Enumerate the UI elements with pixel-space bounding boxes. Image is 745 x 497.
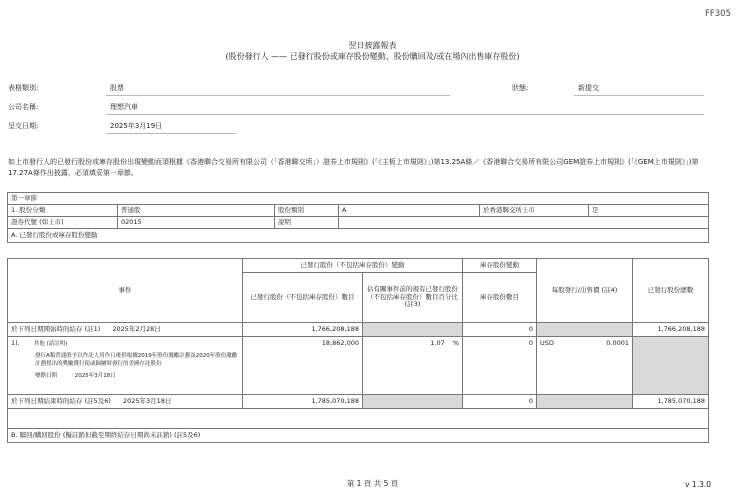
opening-label: 於下列日期開始時的結存 (註1) [11, 324, 101, 333]
price-header: 每股發行/出售價 (註4) [537, 259, 633, 323]
total-header: 已發行股份總數 [633, 259, 709, 323]
closing-balance-row [8, 395, 709, 409]
date-value: 2025年3月19日 [110, 122, 163, 130]
event-pct: 1.07 [430, 339, 445, 347]
change-date-label: 變動日期 [35, 372, 58, 379]
share-type-value: A [339, 205, 480, 217]
treasury-count-header: 庫存股份數目 [463, 273, 537, 323]
event-header: 事件 [8, 259, 243, 323]
date-label: 呈交日期: [8, 122, 39, 130]
closing-treasury: 0 [463, 395, 537, 409]
section1-table [7, 192, 709, 243]
closing-label-cell [8, 395, 243, 409]
event-pct-cell [363, 337, 463, 395]
treasury-group-header: 庫存股份變動 [463, 259, 537, 273]
page-title: 翌日披露報表 [348, 41, 397, 50]
movement-table [7, 258, 709, 443]
closing-date: 2025年3月18日 [123, 396, 172, 405]
listed-value: 是 [589, 205, 709, 217]
event-number: 1). [11, 339, 20, 347]
issued-pct-header: 佔有關事件前的現有已發行股份（不包括庫存股份）數目百分比 (註3) [363, 273, 463, 323]
closing-price-blank [537, 395, 633, 409]
page-subtitle: (股份發行人 —— 已發行股份或庫存股份變動、股份購回及/或在場內出售庫存股份) [225, 52, 520, 61]
share-class-label: 1. 股份分類 [8, 205, 118, 217]
opening-balance-row [8, 323, 709, 337]
share-type-label: 股份類別 [275, 205, 339, 217]
issued-group-header: 已發行股份（不包括庫存股份）變動 [243, 259, 463, 273]
status-value: 新提交 [578, 84, 599, 92]
opening-pct-blank [363, 323, 463, 337]
date-underline [106, 133, 236, 134]
issued-count-header: 已發行股份（不包括庫存股份）數目 [243, 273, 363, 323]
event-currency: USD [540, 339, 554, 347]
spacer-row [8, 409, 709, 429]
type-underline [106, 95, 450, 96]
event-price-cell [537, 337, 633, 395]
company-value: 理想汽車 [110, 103, 138, 111]
opening-treasury: 0 [463, 323, 537, 337]
event-pct-unit: % [452, 339, 459, 347]
event-description: 發行A類普通股予以作託人用作日後供根據2019年股份激勵計劃及2020年股份激勵計劃授出的獎勵獲行使或歸屬時發行的美國存託股份 [35, 352, 238, 367]
description-value [339, 217, 709, 229]
section1-title: 第一章節 [8, 193, 709, 205]
company-underline [106, 114, 704, 115]
description-label: 說明 [275, 217, 339, 229]
opening-total: 1,766,208,188 [633, 323, 709, 337]
change-date-value: 2025年3月18日 [74, 372, 116, 379]
closing-total: 1,785,070,188 [633, 395, 709, 409]
closing-issued: 1,785,070,188 [243, 395, 363, 409]
part-a-title: A. 已發行股份或庫存股份變動 [8, 229, 709, 243]
version-label: v 1.3.0 [685, 480, 711, 489]
opening-price-blank [537, 323, 633, 337]
event-label: 其他 (請註明) [33, 341, 68, 347]
type-label: 表格類別: [8, 84, 39, 92]
event-total-blank [633, 337, 709, 395]
type-value: 股票 [110, 84, 124, 92]
closing-pct-blank [363, 395, 463, 409]
event-issued: 18,862,000 [243, 337, 363, 395]
opening-date: 2025年2月28日 [112, 324, 161, 333]
event-treasury: 0 [463, 337, 537, 395]
company-label: 公司名稱: [8, 103, 39, 111]
status-underline [574, 95, 704, 96]
form-code: FF305 [704, 9, 731, 19]
event-cell [8, 337, 243, 395]
closing-label: 於下列日期結束時的結存 (註5及6) [11, 396, 111, 405]
stock-code-value: 02015 [118, 217, 275, 229]
event-row [8, 337, 709, 395]
event-price: 0.0001 [606, 339, 629, 347]
listed-label: 於香港聯交所上市 [480, 205, 589, 217]
stock-code-label: 證券代號 (如上市) [8, 217, 118, 229]
part-b-title: B. 贖回/購回股份 (擬註銷但截至期終結存日期尚未註銷) (註5及6) [8, 429, 709, 443]
share-class-value: 普通股 [118, 205, 275, 217]
opening-issued: 1,766,208,188 [243, 323, 363, 337]
opening-label-cell [8, 323, 243, 337]
intro-paragraph: 如上市發行人的已發行股份或庫存股份出現變動而須根據《香港聯合交易所有限公司（「香港聯交所」）證券上市規則》(「《主板上市規則》」)第13.25A條／《香港聯合交易所有限公司GEM證券上市規則》(「《GEM上市規則》」)第17.27A條作出披露，必須填妥第一章節。 [8, 158, 699, 177]
status-label: 狀態: [512, 84, 529, 92]
page-number: 第 1 頁 共 5 頁 [346, 479, 399, 488]
